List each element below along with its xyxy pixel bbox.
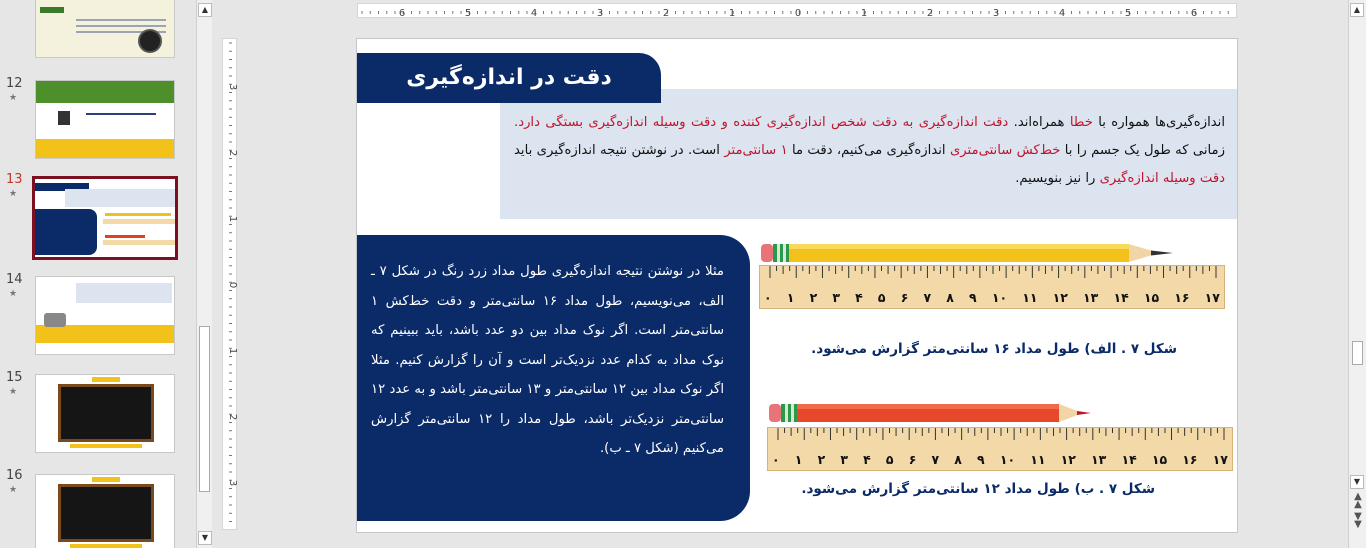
- intro-highlight: دقت وسیله اندازه‌گیری: [1099, 171, 1225, 186]
- scroll-up-button[interactable]: ▲: [198, 3, 212, 17]
- red-pencil-icon: [767, 401, 1097, 425]
- thumb-text: [76, 19, 166, 21]
- ruler-a-ticks: [760, 266, 1224, 278]
- slide-number: 15: [6, 370, 23, 385]
- slide-thumbnail-panel: [0, 0, 195, 548]
- figure-7a[interactable]: [757, 237, 1237, 357]
- ruler-b: [767, 427, 1233, 471]
- ruler-number: ۹: [969, 290, 977, 305]
- vertical-ruler[interactable]: [222, 38, 237, 530]
- ruler-label: 2: [926, 8, 934, 19]
- ruler-number: ۲: [809, 290, 818, 305]
- ruler-label: 6: [398, 8, 406, 19]
- ruler-number: ۱۱: [1022, 290, 1038, 305]
- slide-thumbnail[interactable]: [35, 474, 175, 548]
- ruler-number: ۳: [832, 290, 840, 305]
- thumb-shape: [92, 477, 120, 482]
- ruler-number: ۳: [840, 452, 848, 467]
- slide-number: 16: [6, 468, 23, 483]
- ruler-number: ۱۳: [1091, 452, 1107, 467]
- ruler-number: ۵: [885, 452, 894, 467]
- scrollbar-thumb[interactable]: [1352, 341, 1363, 365]
- ruler-a-numbers: [760, 290, 1224, 305]
- vertical-ruler-ticks: [223, 39, 237, 531]
- scroll-down-button[interactable]: ▼: [1350, 475, 1364, 489]
- slide-thumbnail[interactable]: [35, 0, 175, 58]
- ruler-label: 1: [728, 8, 736, 19]
- ruler-label: 2: [662, 8, 670, 19]
- ruler-number: ۱۱: [1030, 452, 1046, 467]
- ruler-number: ۴: [855, 290, 863, 305]
- ruler-number: ۸: [946, 290, 954, 305]
- intro-text: زمانی که طول یک جسم را با: [1060, 143, 1225, 158]
- ruler-number: ۵: [877, 290, 886, 305]
- slide-title[interactable]: دقت در اندازه‌گیری: [357, 53, 661, 103]
- ruler-number: ۰: [764, 290, 772, 305]
- ruler-number: ۱۰: [991, 290, 1008, 305]
- intro-text: اندازه‌گیری می‌کنیم، دقت ما: [787, 143, 950, 158]
- thumb-shape: [65, 189, 175, 207]
- yellow-pencil-icon: [759, 241, 1179, 265]
- ruler-number: ۲: [817, 452, 826, 467]
- thumb-shape: [103, 240, 175, 245]
- thumb-shape: [76, 283, 172, 303]
- scroll-down-button[interactable]: ▼: [198, 531, 212, 545]
- ruler-label: 3: [227, 479, 237, 487]
- caption-figure-7a: شکل ۷ . الف) طول مداد ۱۶ سانتی‌متر گزارش می‌شود.: [811, 341, 1177, 357]
- animation-star-icon: ★: [9, 485, 18, 495]
- animation-star-icon: ★: [9, 93, 18, 103]
- ruler-label: 3: [227, 83, 237, 91]
- ruler-number: ۷: [931, 452, 940, 467]
- slide-thumbnail[interactable]: [35, 276, 175, 355]
- ruler-number: ۱۶: [1174, 290, 1190, 305]
- ruler-number: ۱۲: [1052, 290, 1068, 305]
- caption-figure-7b: شکل ۷ . ب) طول مداد ۱۲ سانتی‌متر گزارش می‌شود.: [801, 481, 1155, 497]
- slide-thumbnail[interactable]: [35, 80, 175, 159]
- ruler-label: 2: [227, 149, 237, 157]
- intro-text-box[interactable]: [500, 89, 1238, 219]
- ruler-number: ۱: [794, 452, 803, 467]
- ruler-number: ۹: [977, 452, 985, 467]
- ruler-number: ۱۷: [1204, 290, 1220, 305]
- slide-number: 14: [6, 272, 23, 287]
- slide-canvas[interactable]: [356, 38, 1238, 533]
- ruler-b-ticks: [768, 428, 1232, 440]
- ruler-label: 3: [596, 8, 604, 19]
- slide-scrollbar[interactable]: [1348, 0, 1366, 548]
- ruler-number: ۱۰: [999, 452, 1016, 467]
- intro-text: را نیز بنویسیم.: [1015, 171, 1100, 186]
- blackboard: [58, 384, 154, 442]
- thumb-text: [76, 25, 166, 27]
- ruler-label: 1: [860, 8, 868, 19]
- ruler-label: 5: [1124, 8, 1132, 19]
- scroll-up-button[interactable]: ▲: [1350, 3, 1364, 17]
- previous-slide-icon[interactable]: ▲ ▲: [1354, 491, 1362, 510]
- thumb-shape: [70, 544, 142, 548]
- thumb-shape: [70, 444, 142, 448]
- ruler-number: ۱۵: [1143, 290, 1160, 305]
- scrollbar-thumb[interactable]: [199, 326, 210, 492]
- ruler-number: ۱۴: [1113, 290, 1129, 305]
- thumb-shape: [35, 209, 97, 255]
- ruler-number: ۱۵: [1151, 452, 1168, 467]
- ruler-number: ۱۷: [1212, 452, 1228, 467]
- thumb-shape: [58, 111, 70, 125]
- ruler-label: 1: [227, 347, 237, 355]
- thumb-shape: [103, 219, 175, 224]
- example-text-box[interactable]: مثلا در نوشتن نتیجه اندازه‌گیری طول مداد زرد رنگ در شکل ۷ ـ الف، می‌نویسیم، طول مداد ۱۶ سانتی‌متر و دقت خط‌کش ۱ سانتی‌متر است. اگر نوک مداد بین دو عدد باشد، باید ببینیم که نوک مداد به کدام عدد نزدیک‌تر است و آن را گزارش کنیم. مثلا اگر نوک مداد بین ۱۲ سانتی‌متر و ۱۳ سانتی‌متر باشد و به عدد ۱۲ سانتی‌متر نزدیک‌تر باشد، طول مداد را ۱۲ سانتی‌متر گزارش می‌کنیم (شکل ۷ ـ ب).: [357, 235, 750, 521]
- ruler-label: 5: [464, 8, 472, 19]
- thumb-shape: [105, 213, 171, 216]
- slide-number: 13: [6, 172, 23, 187]
- ruler-label: 6: [1190, 8, 1198, 19]
- ruler-number: ۷: [923, 290, 932, 305]
- slide-number: 12: [6, 76, 23, 91]
- ruler-number: ۱۴: [1121, 452, 1137, 467]
- horizontal-ruler-ticks: [358, 5, 1238, 19]
- ruler-label: 0: [794, 8, 802, 19]
- clock-icon: [138, 29, 162, 53]
- thumb-text: [86, 113, 156, 115]
- thumb-shape: [105, 235, 145, 238]
- intro-highlight: دقت اندازه‌گیری به دقت شخص اندازه‌گیری کننده و دقت وسیله اندازه‌گیری بستگی دارد.: [514, 115, 1009, 130]
- ruler-number: ۱: [786, 290, 795, 305]
- intro-text: همراه‌اند.: [1008, 115, 1070, 130]
- intro-highlight: خط‌کش سانتی‌متری: [949, 143, 1061, 158]
- intro-text: اندازه‌گیری‌ها همواره با: [1092, 115, 1226, 130]
- animation-star-icon: ★: [9, 387, 18, 397]
- ruler-b-numbers: [768, 452, 1232, 467]
- figure-7b[interactable]: [765, 399, 1238, 533]
- ruler-number: ۱۳: [1083, 290, 1099, 305]
- ruler-number: ۱۲: [1060, 452, 1076, 467]
- animation-star-icon: ★: [9, 289, 18, 299]
- ruler-number: ۶: [908, 452, 917, 467]
- ruler-number: ۰: [772, 452, 780, 467]
- ruler-label: 2: [227, 413, 237, 421]
- thumb-shape: [36, 139, 175, 159]
- ruler-number: ۶: [900, 290, 909, 305]
- ruler-label: 4: [1058, 8, 1066, 19]
- ruler-label: 0: [227, 281, 237, 289]
- thumb-shape: [36, 81, 175, 103]
- ruler-number: ۱۶: [1182, 452, 1198, 467]
- intro-highlight: ۱ سانتی‌متر: [724, 143, 788, 158]
- ruler-number: ۸: [954, 452, 962, 467]
- horizontal-ruler[interactable]: [357, 3, 1237, 18]
- animation-star-icon: ★: [9, 189, 18, 199]
- thumb-shape: [92, 377, 120, 382]
- slide-thumbnail-selected[interactable]: [32, 176, 178, 260]
- ruler-a: [759, 265, 1225, 309]
- thumbnail-scrollbar[interactable]: [196, 0, 212, 548]
- ruler-label: 3: [992, 8, 1000, 19]
- thumb-shape: [36, 325, 175, 343]
- blackboard: [58, 484, 154, 542]
- slide-thumbnail[interactable]: [35, 374, 175, 453]
- intro-highlight: خطا: [1069, 115, 1093, 130]
- next-slide-icon[interactable]: ▼ ▼: [1354, 511, 1362, 530]
- ruler-label: 1: [227, 215, 237, 223]
- scale-icon: [44, 313, 66, 327]
- thumb-shape: [40, 7, 64, 13]
- ruler-label: 4: [530, 8, 538, 19]
- ruler-number: ۴: [863, 452, 871, 467]
- intro-text: است. در نوشتن نتیجه اندازه‌گیری باید: [514, 143, 725, 158]
